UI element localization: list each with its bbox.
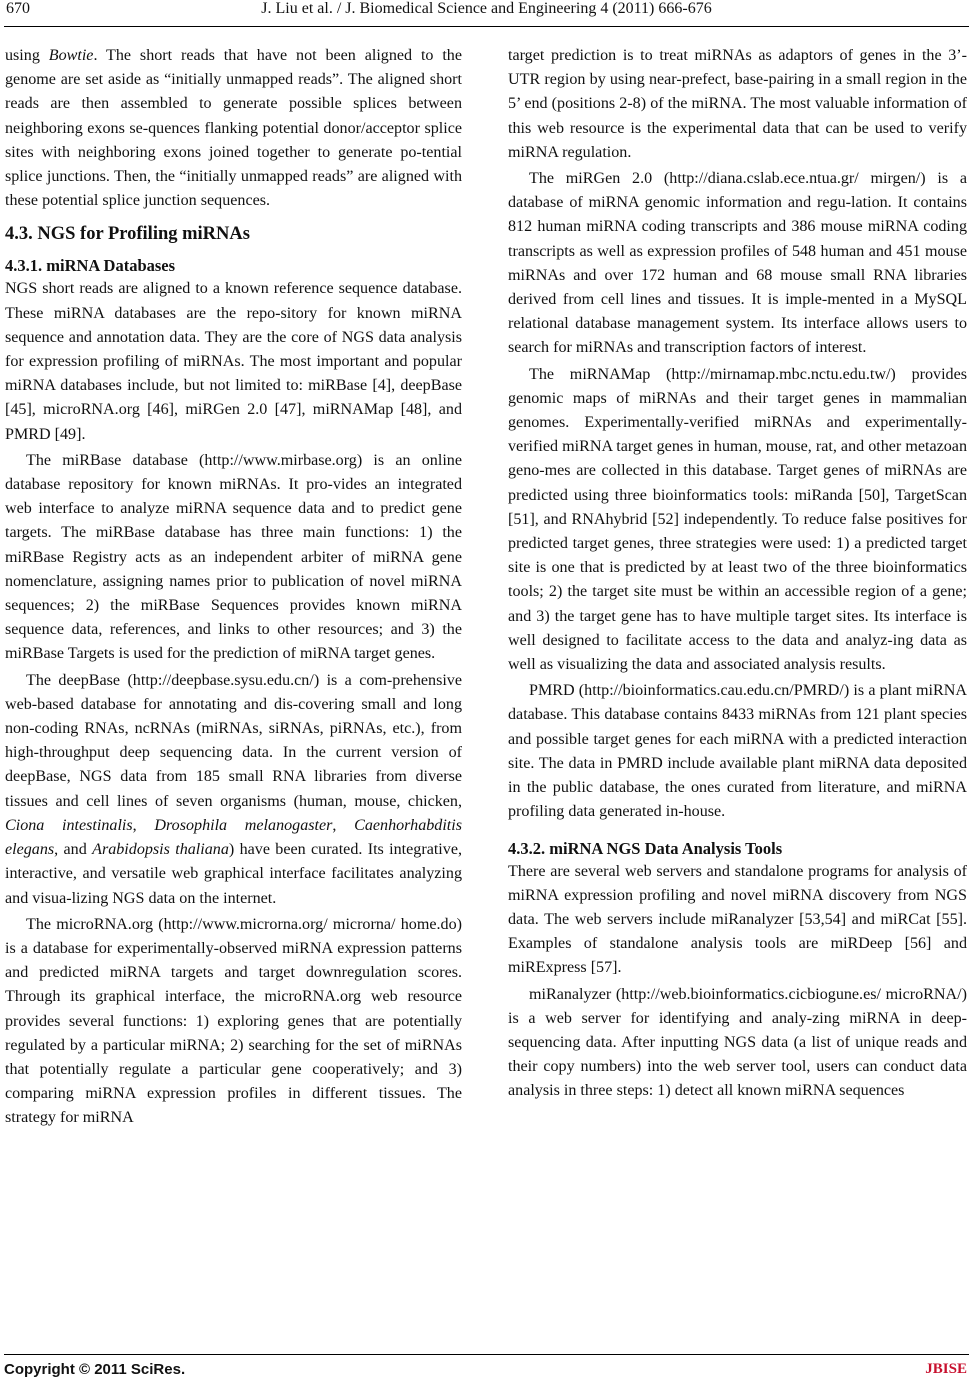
page-number: 670 — [6, 0, 30, 17]
paragraph-target-prediction: target prediction is to treat miRNAs as adaptors of genes in the 3’-UTR region by using near-prefect, base-pairing in a small region in the 5’ end (positions 2-8) of the miRNA. The most valuable information of this web resource is the experimental data that can be used to verify miRNA regulation. — [508, 47, 967, 161]
copyright-notice: Copyright © 2011 SciRes. — [4, 1361, 186, 1378]
paragraph-mirna-databases: NGS short reads are aligned to a known reference sequence database. These miRNA databases are the repo-sitory for known miRNA sequence and annotation data. They are the core of NGS data analysis for expression profiling of miRNAs. The most important and popular miRNA databases include, but not limited to: miRBase [4], deepBase [45], microRNA.org [46], miRGen 2.0 [47], miRNAMap [48], and PMRD [49]. — [5, 280, 462, 443]
paragraph-mirbase: The miRBase database (http://www.mirbase.org) is an online database repository for known miRNAs. It pro-vides an integrated web interface to analyze miRNA sequence data and to predict gene targets. The miRBase database has three main functions: 1) the miRBase Registry acts as an independent arbiter of miRNA gene nomenclature, assigning names prior to publication of novel miRNA sequences; 2) the miRBase Sequences provides known miRNA sequence data, references, and links to other resources; and 3) the miRBase Targets is used for the prediction of miRNA target genes. — [5, 451, 462, 663]
paragraph-deepbase — [5, 669, 462, 911]
paragraph-microrna-org: The microRNA.org (http://www.microrna.org/ microrna/ home.do) is a database for experimentally-observed miRNA expression patterns and predicted miRNA targets and target downregulation scores. Through its graphical interface, the microRNA.org web resource provides several functions: 1) exploring genes that are potentially regulated by a particular miRNA; 2) searching for the set of miRNAs that potentially regulate a particular gene cooperatively; and 3) comparing miRNA expression profiles in different tissues. The strategy for miRNA — [5, 915, 462, 1127]
page-footer — [0, 1352, 973, 1388]
deepbase-text-a: The deepBase (http://deepbase.sysu.edu.cn/) is a com-prehensive web-based database for annotating and dis-covering small and long non-coding RNAs, ncRNAs (miRNAs, siRNAs, piRNAs, etc.), from high-throughput deep sequencing data. In the current version of deepBase, NGS data from 185 small RNA libraries from diverse tissues and cell lines of seven organisms (human, mouse, chicken, — [5, 671, 462, 810]
deepbase-text-d: , and — [54, 841, 93, 859]
deepbase-text-e: ) have been curated. Its integrative, interactive, and versatile web graphical interface facilitates analyzing and visua-lizing NGS data on the internet. — [5, 841, 462, 907]
running-head: J. Liu et al. / J. Biomedical Science and Engineering 4 (2011) 666-676 — [261, 0, 712, 17]
subsection-heading-4-3-1: 4.3.1. miRNA Databases — [5, 256, 176, 276]
right-column — [508, 44, 967, 1104]
paragraph-mirnamap: The miRNAMap (http://mirnamap.mbc.nctu.edu.tw/) provides genomic maps of miRNAs and their target genes in mammalian genomes. Experimentally-verified miRNAs and experimentally-verified miRNA target genes in human, mouse, rat, and other metazoan geno-mes are collected in this database. Target genes of miRNAs are predicted using three bioinformatics tools: miRanda [50], TargetScan [51], and RNAhybrid [52] independently. To reduce false positives for predicted target genes, three strategies were used: 1) a predicted target site is one that is predicted by at least two of the three bioinformatics tools; 2) the target site must be within an accessible region of a gene; and 3) the target gene has to have multiple target sites. Its interface is well designed to facilitate access to the data and analyz-ing data as well as visualizing the data and associated analysis results. — [508, 365, 967, 674]
header-rule — [4, 26, 969, 27]
species-drosophila: Drosophila melanogaster — [154, 816, 333, 834]
subsection-heading-4-3-2: 4.3.2. miRNA NGS Data Analysis Tools — [508, 838, 783, 858]
journal-abbreviation: JBISE — [925, 1361, 967, 1377]
species-arabidopsis: Arabidopsis thaliana — [92, 841, 229, 859]
paragraph-miranalyzer: miRanalyzer (http://web.bioinformatics.cicbiogune.es/ microRNA/) is a web server for identifying and analy-zing miRNA in deep-sequencing data. After inputting NGS data (a list of unique reads and their copy numbers) into the web server tool, users can conduct data analysis in three steps: 1) detect all known miRNA sequences — [508, 985, 967, 1100]
section-heading-4-3: 4.3. NGS for Profiling miRNAs — [5, 224, 250, 245]
deepbase-text-b: , — [132, 816, 155, 834]
tool-name-bowtie: Bowtie — [48, 47, 94, 64]
page-header — [0, 0, 973, 34]
paragraph-mirgen: The miRGen 2.0 (http://diana.cslab.ece.ntua.gr/ mirgen/) is a database of miRNA genomic information and regu-lation. It contains 812 human miRNA coding transcripts and 386 mouse miRNA coding transcripts as well as expression profiles of 548 human and 451 mouse miRNAs and over 172 human and 68 mouse small RNA libraries derived from cell lines and tissues. It is imple-mented in a MySQL relational database management system. Its interface allows users to search for miRNAs and transcription factors of interest. — [508, 170, 967, 357]
left-column — [5, 44, 462, 1131]
paragraph-pmrd: PMRD (http://bioinformatics.cau.edu.cn/PMRD/) is a plant miRNA database. This database contains 8433 miRNAs from 121 plant species and possible target genes for each miRNA with a predicted interaction site. The data in PMRD include available plant miRNA data deposited in the public database, the ones curated from literature, and miRNA profiling data generated in-house. — [508, 682, 967, 821]
paragraph-bowtie: using Bowtie. The short reads that have not been aligned to the genome are set aside as “initially unmapped reads”. The aligned short reads are then assembled to generate possible splices between neighboring exons se-quences flanking potential donor/acceptor splice sites with neighboring exons joined together to generate po-tential splice junctions. Then, the “initially unmapped reads” are aligned with these potential splice junction sequences. — [5, 47, 463, 210]
species-ciona: Ciona intestinalis — [5, 816, 133, 834]
paragraph-analysis-tools: There are several web servers and standalone programs for analysis of miRNA expression profiling and novel miRNA discovery from NGS data. The web servers include miRanalyzer [53,54] and miRCat [55]. Examples of standalone analysis tools are miRDeep [56] and miRExpress [57]. — [508, 862, 967, 977]
deepbase-text-c: , — [332, 816, 355, 834]
footer-rule — [4, 1354, 969, 1355]
species-caenorhabditis: Caenhorhabditis elegans — [5, 816, 463, 859]
